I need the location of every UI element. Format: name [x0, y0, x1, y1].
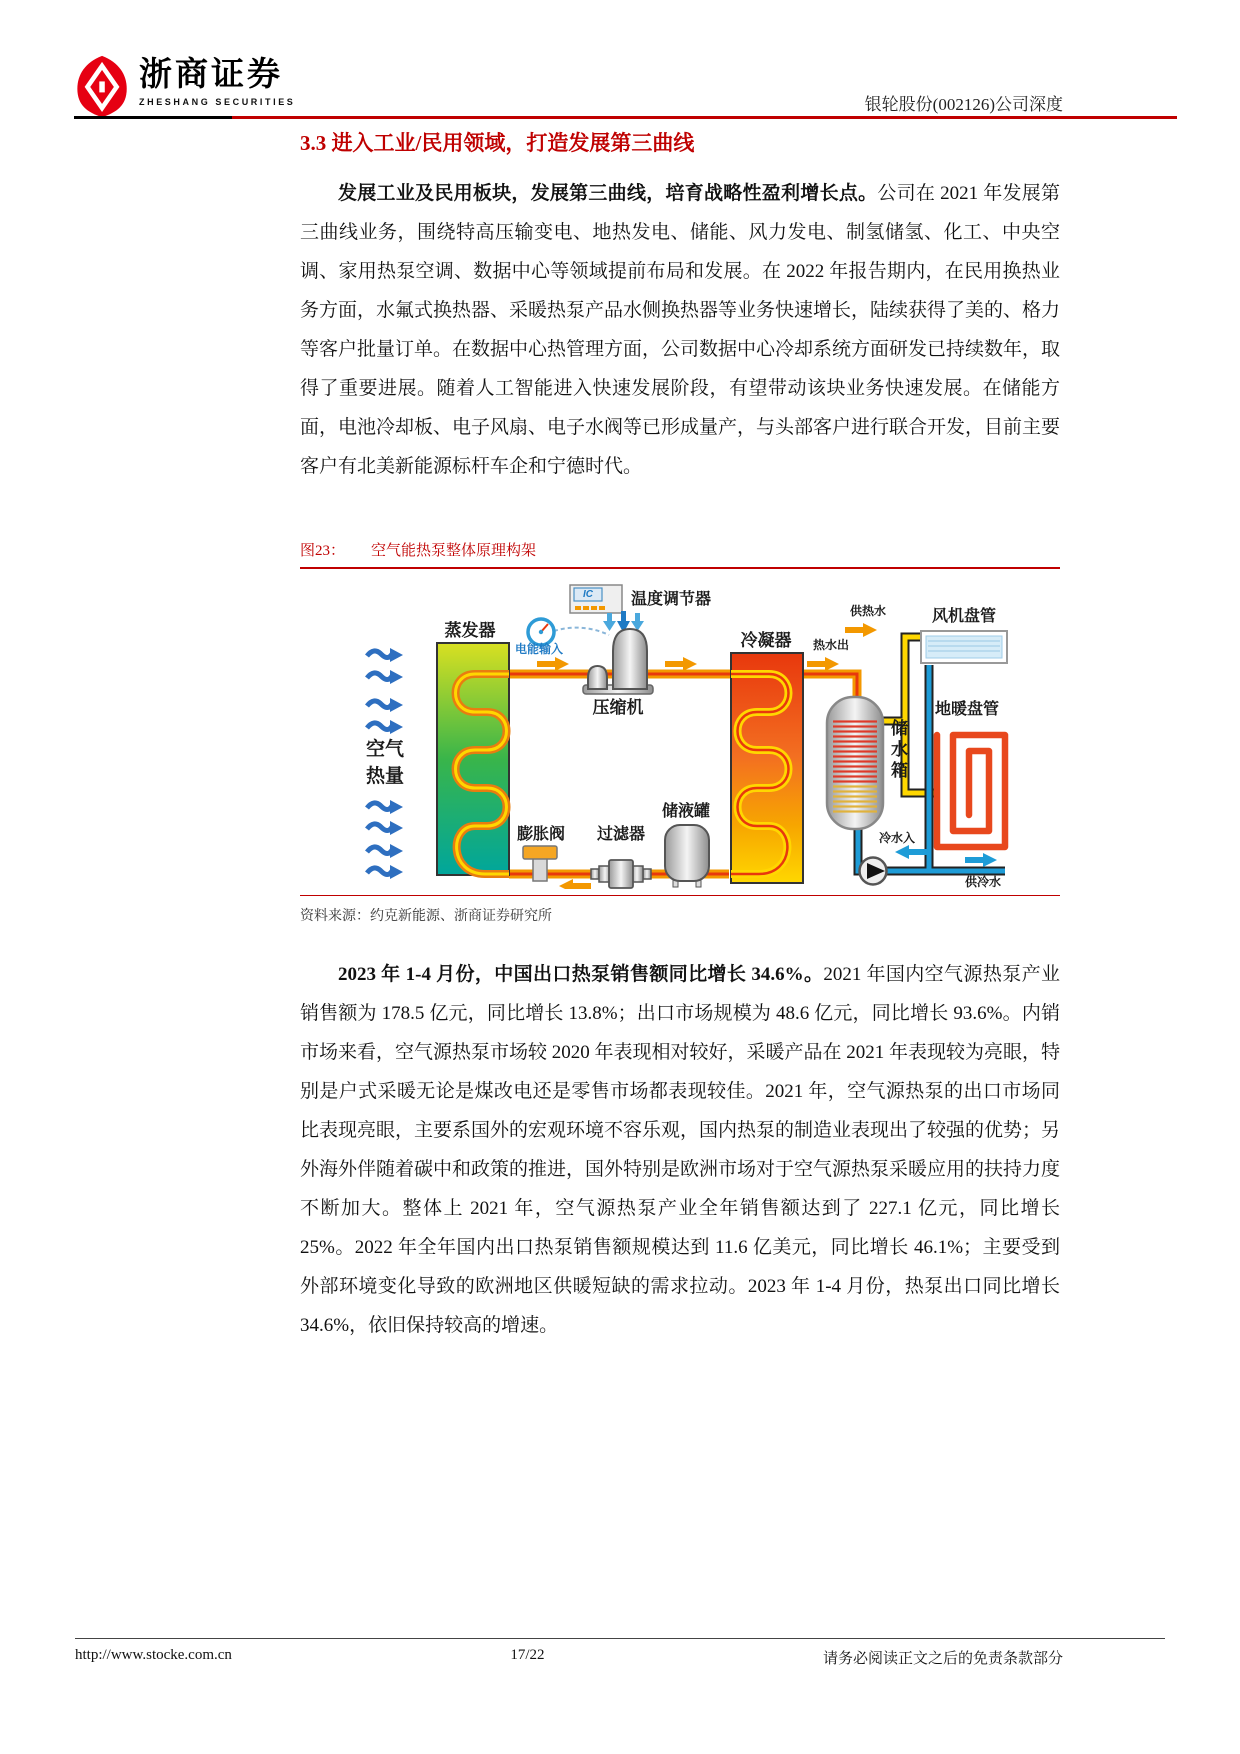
water-tank [827, 697, 883, 829]
figure-caption-label: 图23： [300, 543, 346, 559]
footer-disclaimer: 请务必阅读正文之后的免责条款部分 [822, 1651, 1063, 1667]
cold-water-in-label: 冷水入 [878, 831, 915, 845]
footer-rule [75, 1638, 1165, 1639]
floor-heating-coil [937, 735, 1005, 847]
ic-label: IC [583, 589, 593, 600]
condenser [731, 653, 803, 883]
paragraph-1-lead: 发展工业及民用板块，发展第三曲线，培育战略性盈利增长点。 [338, 183, 878, 204]
paragraph-1 [300, 174, 1060, 486]
hot-water-out-label: 热水出 [812, 638, 849, 652]
evaporator-label: 蒸发器 [444, 621, 496, 640]
evaporator [437, 643, 509, 875]
main-column [300, 128, 1060, 1345]
brand-logo [74, 54, 295, 118]
footer-page-number: 17/22 [510, 1647, 545, 1663]
figure-23 [300, 541, 1060, 925]
receiver-tank [665, 825, 709, 887]
brand-underline [74, 116, 232, 119]
doc-reference: 银轮股份(002126)公司深度 [864, 95, 1063, 114]
zheshang-emblem-icon [74, 54, 131, 118]
pump [860, 858, 887, 885]
brand-name-cn: 浙商证券 [139, 54, 283, 93]
figure-caption-title: 空气能热泵整体原理构架 [371, 543, 537, 559]
paragraph-2 [300, 955, 1060, 1345]
water-tank-label: 储水箱 [888, 719, 907, 782]
air-heat-label-2: 热量 [365, 766, 404, 787]
compressor [583, 629, 653, 694]
section-title: 3.3 进入工业/民用领域，打造发展第三曲线 [300, 131, 695, 155]
compressor-label: 压缩机 [592, 698, 644, 717]
footer-url[interactable]: http://www.stocke.com.cn [75, 1647, 232, 1663]
figure-bottom-rule [300, 895, 1060, 896]
expansion-valve-label: 膨胀阀 [516, 826, 565, 843]
heat-pump-diagram [345, 579, 1015, 889]
fan-coil-label: 风机盘管 [931, 608, 996, 625]
figure-caption [300, 541, 1060, 561]
fan-coil-unit [921, 631, 1007, 663]
floor-coil-label: 地暖盘管 [934, 701, 999, 718]
air-flow-arrows [367, 648, 403, 879]
paragraph-2-body: 2021 年国内空气源热泵产业销售额为 178.5 亿元，同比增长 13.8%；出口市场规模为 48.6 亿元，同比增长 93.6%。内销市场来看，空气源热泵市场较 2020 年表现相对较好，采暖产品在 2021 年表现较为亮眼，特别是户式采暖无论是煤改电还是零售市场都表现较佳。2021 年，空气源热泵的出口市场同比表现亮眼，主要系国外的宏观环境不容乐观，国内热泵的制造业表现出了较强的优势；另外海外伴随着碳中和政策的推进，国外特别是欧洲市场对于空气源热泵采暖应用的扶持力度不断加大。整体上 2021 年，空气源热泵产业全年销售额达到了 227.1 亿元，同比增长 25%。2022 年全年国内出口热泵销售额规模达到 11.6 亿美元，同比增长 46.1%；主要受到外部环境变化导致的欧洲地区供暖短缺的需求拉动。2023 年 1-4 月份，热泵出口同比增长 34.6%，依旧保持较高的增速。 [300, 964, 1061, 1336]
paragraph-1-body: 公司在 2021 年发展第三曲线业务，围绕特高压输变电、地热发电、储能、风力发电、制氢储氢、化工、中央空调、家用热泵空调、数据中心等领域提前布局和发展。在 2022 年报告期内，在民用换热业务方面，水氟式换热器、采暖热泵产品水侧换热器等业务快速增长，陆续获得了美的、格力等客户批量订单。在数据中心热管理方面，公司数据中心冷却系统方面研发已持续数年，取得了重要进展。随着人工智能进入快速发展阶段，有望带动该块业务快速发展。在储能方面，电池冷却板、电子风扇、电子水阀等已形成量产，与头部客户进行联合开发，目前主要客户有北美新能源标杆车企和宁德时代。 [300, 183, 1061, 477]
figure-source: 资料来源：约克新能源、浙商证券研究所 [300, 909, 552, 924]
condenser-label: 冷凝器 [740, 631, 792, 650]
supply-hot-water-label: 供热水 [849, 604, 886, 618]
filter [591, 860, 651, 888]
brand-name-en: ZHESHANG SECURITIES [139, 97, 296, 107]
air-heat-label-1: 空气 [365, 739, 404, 760]
power-input-label: 电能输入 [514, 642, 563, 656]
paragraph-2-lead: 2023 年 1-4 月份，中国出口热泵销售额同比增长 34.6%。 [338, 964, 824, 985]
supply-cold-water-label: 供冷水 [964, 875, 1001, 889]
figure-top-rule [300, 567, 1060, 569]
filter-label: 过滤器 [596, 826, 645, 843]
temp-controller-label: 温度调节器 [631, 591, 712, 608]
footer [75, 1647, 1063, 1668]
receiver-label: 储液罐 [661, 803, 710, 820]
header-rule [232, 116, 1177, 119]
